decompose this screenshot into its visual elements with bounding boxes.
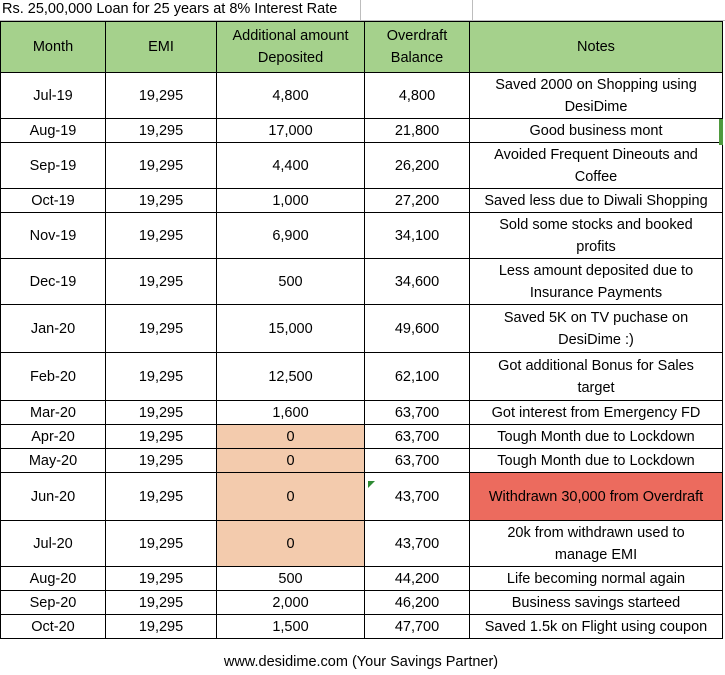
balance-cell[interactable]: 27,200 bbox=[365, 189, 470, 213]
month-cell[interactable]: Nov-19 bbox=[1, 213, 106, 259]
emi-cell[interactable]: 19,295 bbox=[106, 353, 217, 401]
balance-cell[interactable]: 34,100 bbox=[365, 213, 470, 259]
emi-cell[interactable]: 19,295 bbox=[106, 401, 217, 425]
table-row bbox=[1, 143, 723, 189]
month-cell[interactable]: Aug-20 bbox=[1, 567, 106, 591]
month-cell[interactable]: Jul-20 bbox=[1, 521, 106, 567]
table-row bbox=[1, 615, 723, 639]
balance-cell[interactable]: 47,700 bbox=[365, 615, 470, 639]
header-overdraft-balance[interactable]: Overdraft Balance bbox=[365, 22, 470, 73]
month-cell[interactable]: May-20 bbox=[1, 449, 106, 473]
notes-cell[interactable] bbox=[470, 473, 723, 521]
notes-cell[interactable] bbox=[470, 521, 723, 567]
month-cell[interactable]: Mar-20 bbox=[1, 401, 106, 425]
table-row bbox=[1, 401, 723, 425]
emi-cell[interactable]: 19,295 bbox=[106, 305, 217, 353]
emi-cell[interactable]: 19,295 bbox=[106, 449, 217, 473]
month-cell[interactable]: Oct-20 bbox=[1, 615, 106, 639]
deposited-cell[interactable]: 1,000 bbox=[217, 189, 365, 213]
table-row bbox=[1, 425, 723, 449]
balance-cell[interactable]: 4,800 bbox=[365, 73, 470, 119]
note-line: DesiDime :) bbox=[558, 331, 634, 348]
note-line: profits bbox=[576, 238, 616, 255]
emi-cell[interactable]: 19,295 bbox=[106, 119, 217, 143]
comment-indicator-icon[interactable] bbox=[368, 481, 375, 488]
month-cell[interactable]: Aug-19 bbox=[1, 119, 106, 143]
deposited-cell[interactable]: 0 bbox=[217, 521, 365, 567]
notes-cell[interactable] bbox=[470, 353, 723, 401]
notes-cell[interactable] bbox=[470, 567, 723, 591]
emi-cell[interactable]: 19,295 bbox=[106, 567, 217, 591]
table-row bbox=[1, 473, 723, 521]
month-cell[interactable]: Jun-20 bbox=[1, 473, 106, 521]
emi-cell[interactable]: 19,295 bbox=[106, 615, 217, 639]
deposited-cell[interactable]: 500 bbox=[217, 259, 365, 305]
note-line: Saved less due to Diwali Shopping bbox=[484, 192, 708, 209]
header-month[interactable]: Month bbox=[1, 22, 106, 73]
notes-cell[interactable] bbox=[470, 213, 723, 259]
deposited-cell[interactable]: 500 bbox=[217, 567, 365, 591]
balance-cell[interactable]: 43,700 bbox=[365, 473, 470, 521]
balance-cell[interactable]: 63,700 bbox=[365, 425, 470, 449]
balance-cell[interactable]: 49,600 bbox=[365, 305, 470, 353]
notes-cell[interactable] bbox=[470, 615, 723, 639]
notes-cell[interactable] bbox=[470, 591, 723, 615]
emi-cell[interactable]: 19,295 bbox=[106, 213, 217, 259]
footer-credit: www.desidime.com (Your Savings Partner) bbox=[223, 654, 499, 670]
note-line: Business savings starteed bbox=[511, 594, 681, 611]
note-line: Got additional Bonus for Sales bbox=[498, 357, 694, 374]
note-line: Saved 5K on TV puchase on bbox=[503, 309, 689, 326]
emi-cell[interactable]: 19,295 bbox=[106, 425, 217, 449]
emi-cell[interactable]: 19,295 bbox=[106, 189, 217, 213]
deposited-cell[interactable]: 12,500 bbox=[217, 353, 365, 401]
note-line: Less amount deposited due to bbox=[498, 262, 694, 279]
note-line: Saved 2000 on Shopping using bbox=[495, 76, 697, 93]
table-row bbox=[1, 567, 723, 591]
notes-cell[interactable] bbox=[470, 119, 723, 143]
deposited-cell[interactable]: 0 bbox=[217, 473, 365, 521]
notes-cell[interactable] bbox=[470, 259, 723, 305]
note-line: manage EMI bbox=[554, 546, 638, 563]
month-cell[interactable]: Jan-20 bbox=[1, 305, 106, 353]
notes-cell[interactable] bbox=[470, 189, 723, 213]
deposited-cell[interactable]: 1,600 bbox=[217, 401, 365, 425]
balance-cell[interactable]: 62,100 bbox=[365, 353, 470, 401]
sheet-title-row bbox=[0, 0, 725, 21]
loan-table bbox=[0, 21, 723, 639]
month-cell[interactable]: Dec-19 bbox=[1, 259, 106, 305]
table-row bbox=[1, 213, 723, 259]
table-row bbox=[1, 521, 723, 567]
deposited-cell[interactable]: 0 bbox=[217, 449, 365, 473]
note-line: Sold some stocks and booked bbox=[499, 216, 693, 233]
month-cell[interactable]: Oct-19 bbox=[1, 189, 106, 213]
note-line: Tough Month due to Lockdown bbox=[497, 452, 695, 469]
note-line: Good business mont bbox=[529, 122, 663, 139]
month-cell[interactable]: Sep-20 bbox=[1, 591, 106, 615]
table-row bbox=[1, 305, 723, 353]
note-line: Avoided Frequent Dineouts and bbox=[494, 146, 698, 163]
sheet-title[interactable]: Rs. 25,00,000 Loan for 25 years at 8% Interest Rate bbox=[2, 1, 338, 17]
note-line: Coffee bbox=[574, 168, 618, 185]
table-row bbox=[1, 259, 723, 305]
deposited-cell[interactable]: 15,000 bbox=[217, 305, 365, 353]
emi-cell[interactable]: 19,295 bbox=[106, 521, 217, 567]
balance-cell[interactable]: 34,600 bbox=[365, 259, 470, 305]
note-line: Saved 1.5k on Flight using coupon bbox=[484, 618, 708, 635]
note-line: Tough Month due to Lockdown bbox=[497, 428, 695, 445]
deposited-cell[interactable]: 4,400 bbox=[217, 143, 365, 189]
note-line: Withdrawn 30,000 from Overdraft bbox=[488, 488, 704, 505]
emi-cell[interactable]: 19,295 bbox=[106, 73, 217, 119]
cell-divider bbox=[360, 0, 361, 21]
emi-cell[interactable]: 19,295 bbox=[106, 591, 217, 615]
balance-cell[interactable]: 63,700 bbox=[365, 401, 470, 425]
note-line: Insurance Payments bbox=[529, 284, 663, 301]
notes-cell[interactable] bbox=[470, 401, 723, 425]
emi-cell[interactable]: 19,295 bbox=[106, 143, 217, 189]
balance-cell[interactable]: 43,700 bbox=[365, 521, 470, 567]
deposited-cell[interactable]: 6,900 bbox=[217, 213, 365, 259]
table-row bbox=[1, 591, 723, 615]
deposited-cell[interactable]: 4,800 bbox=[217, 73, 365, 119]
header-row bbox=[1, 22, 723, 73]
table-row bbox=[1, 189, 723, 213]
emi-cell[interactable]: 19,295 bbox=[106, 259, 217, 305]
cell-divider bbox=[472, 0, 473, 21]
header-notes[interactable]: Notes bbox=[470, 22, 723, 73]
note-line: target bbox=[577, 379, 615, 396]
month-cell[interactable]: Sep-19 bbox=[1, 143, 106, 189]
deposited-cell[interactable]: 17,000 bbox=[217, 119, 365, 143]
note-line: Got interest from Emergency FD bbox=[491, 404, 701, 421]
deposited-cell[interactable]: 1,500 bbox=[217, 615, 365, 639]
deposited-cell[interactable]: 0 bbox=[217, 425, 365, 449]
balance-cell[interactable]: 21,800 bbox=[365, 119, 470, 143]
deposited-cell[interactable]: 2,000 bbox=[217, 591, 365, 615]
balance-cell[interactable]: 44,200 bbox=[365, 567, 470, 591]
note-line: 20k from withdrawn used to bbox=[507, 524, 685, 541]
table-row bbox=[1, 353, 723, 401]
balance-cell[interactable]: 63,700 bbox=[365, 449, 470, 473]
notes-cell[interactable] bbox=[470, 73, 723, 119]
cell-indicator bbox=[719, 119, 723, 145]
header-additional-deposited[interactable]: Additional amount Deposited bbox=[217, 22, 365, 73]
notes-cell[interactable] bbox=[470, 143, 723, 189]
header-emi[interactable]: EMI bbox=[106, 22, 217, 73]
emi-cell[interactable]: 19,295 bbox=[106, 473, 217, 521]
month-cell[interactable]: Feb-20 bbox=[1, 353, 106, 401]
balance-cell[interactable]: 26,200 bbox=[365, 143, 470, 189]
month-cell[interactable]: Jul-19 bbox=[1, 73, 106, 119]
table-row bbox=[1, 449, 723, 473]
notes-cell[interactable] bbox=[470, 449, 723, 473]
notes-cell[interactable] bbox=[470, 425, 723, 449]
note-line: Life becoming normal again bbox=[506, 570, 686, 587]
table-row bbox=[1, 119, 723, 143]
balance-cell[interactable]: 46,200 bbox=[365, 591, 470, 615]
month-cell[interactable]: Apr-20 bbox=[1, 425, 106, 449]
table-row bbox=[1, 73, 723, 119]
notes-cell[interactable] bbox=[470, 305, 723, 353]
note-line: DesiDime bbox=[564, 98, 628, 115]
